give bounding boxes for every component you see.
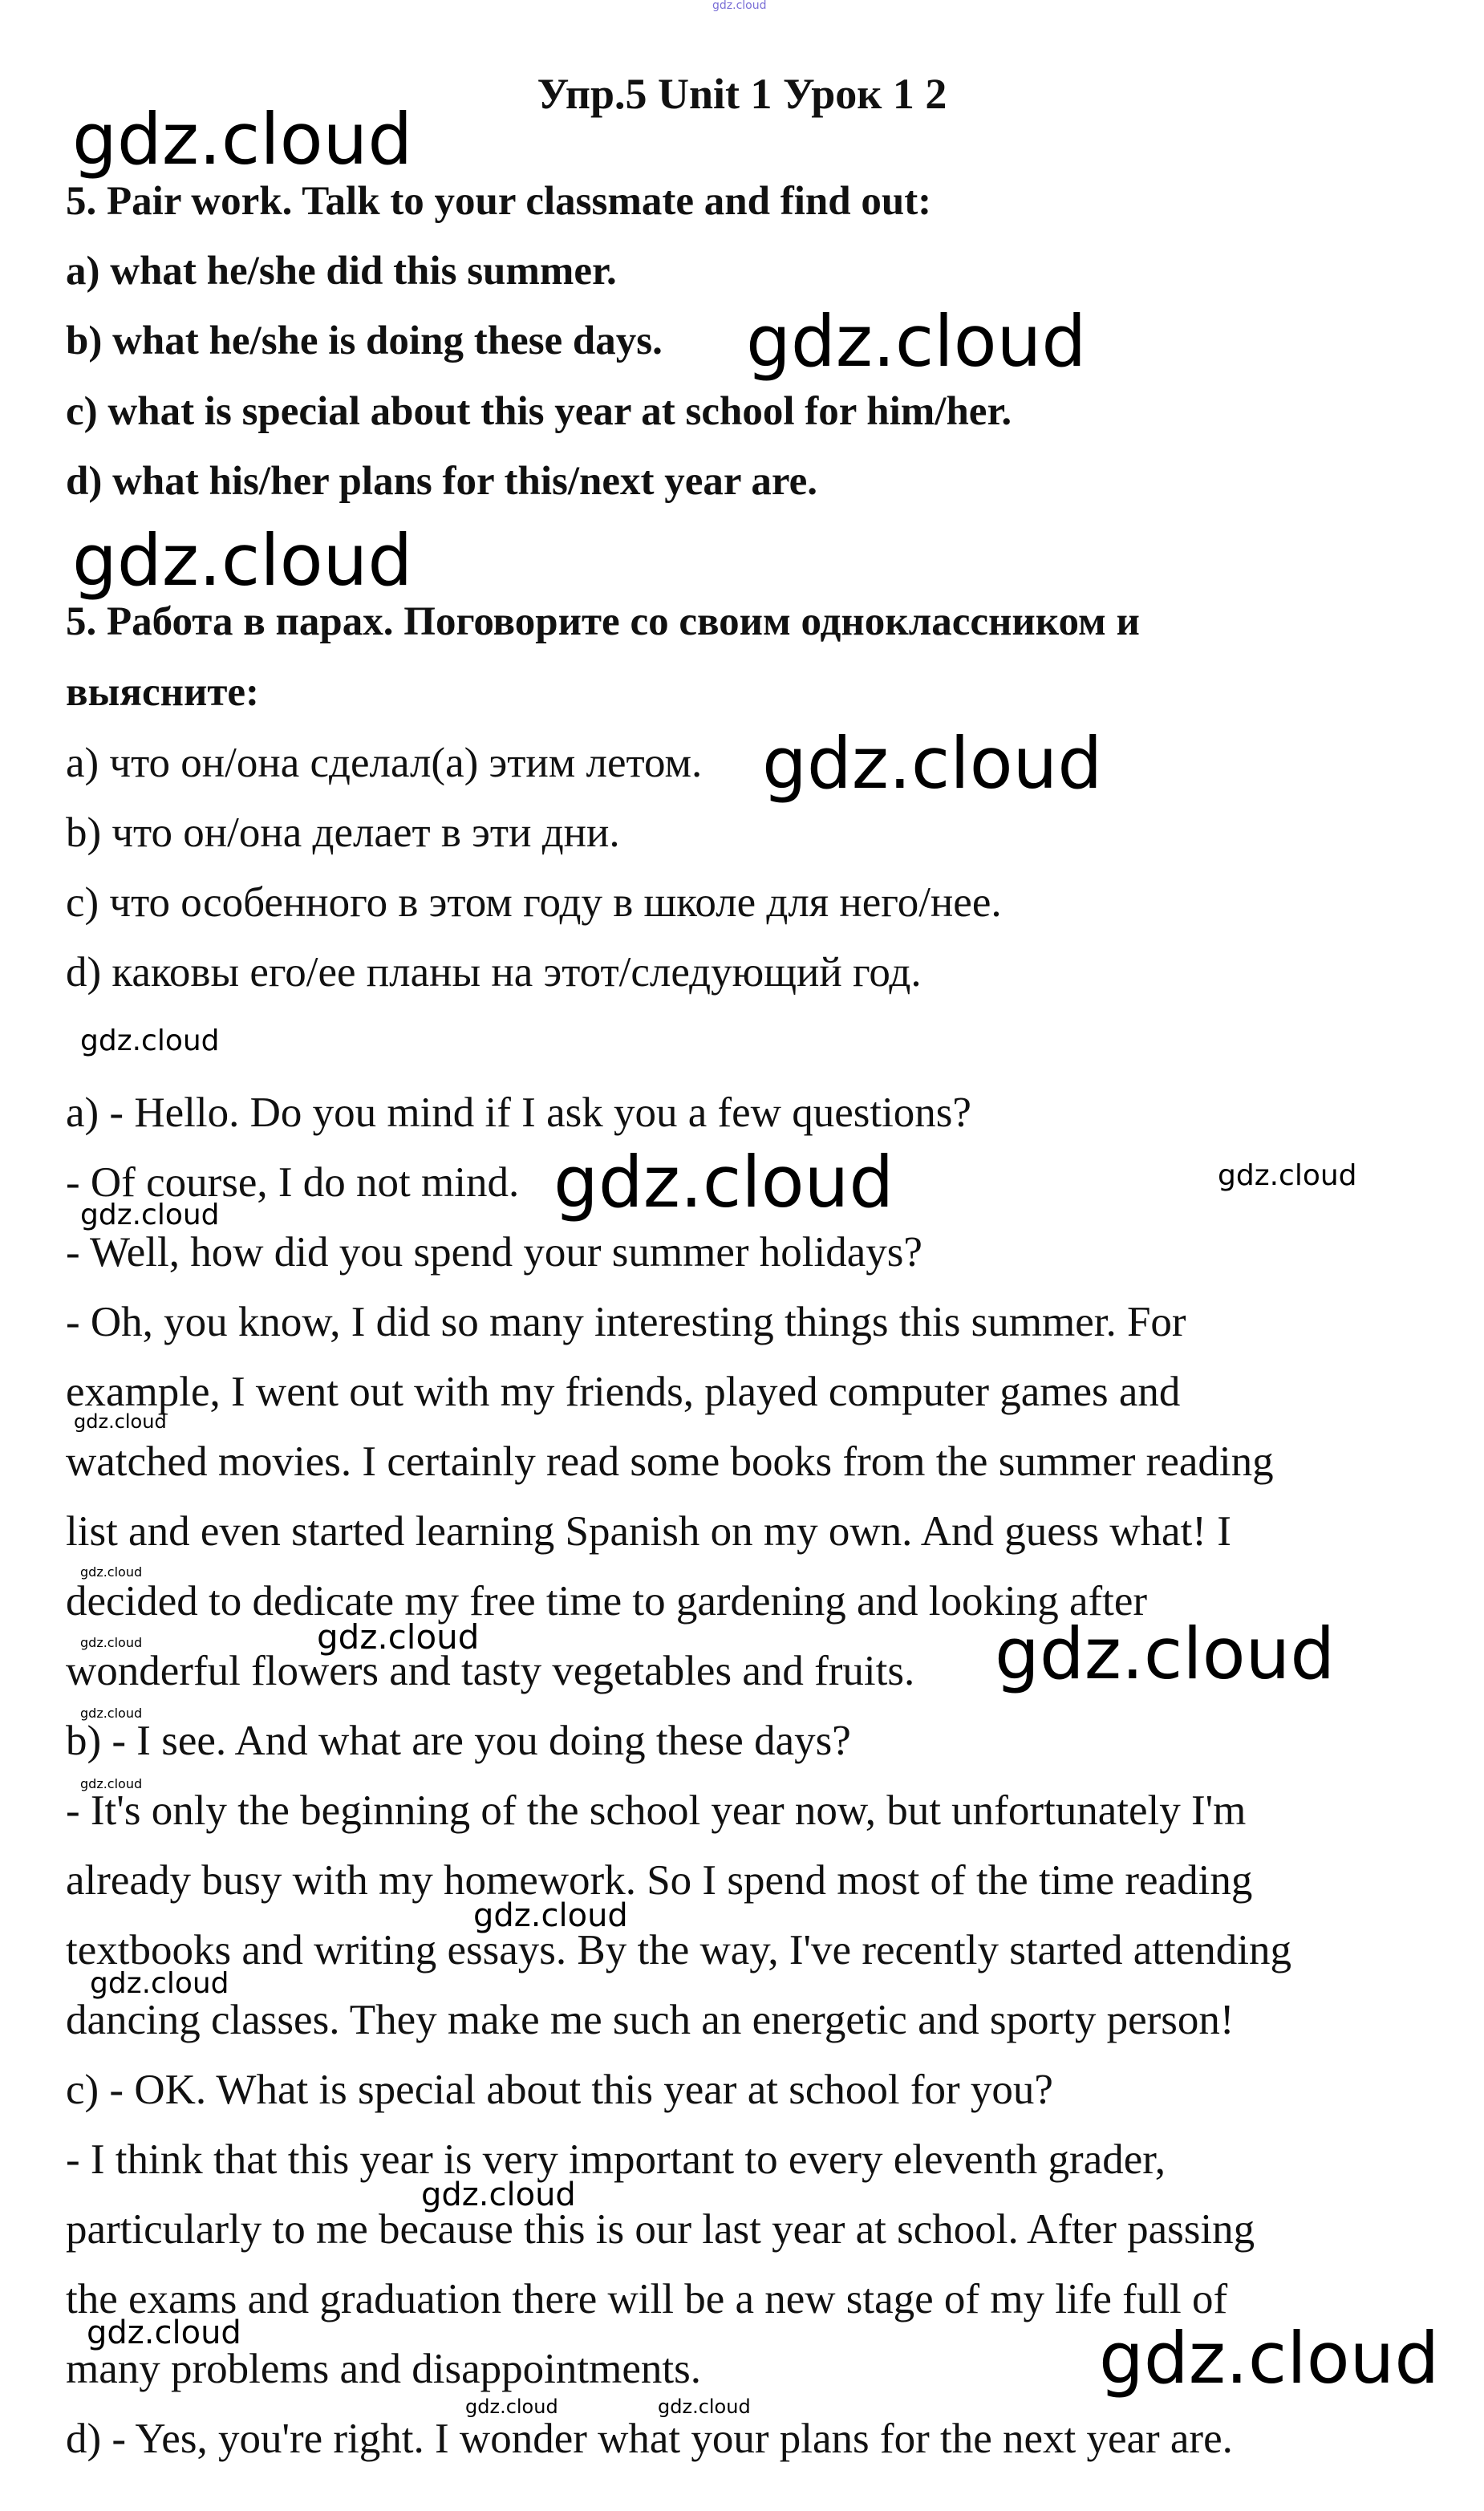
watermark: gdz.cloud	[80, 1706, 143, 1721]
dialogue-line: example, I went out with my friends, played computer games and	[66, 1369, 1181, 1415]
task-ru-item-d: d) каковы его/ее планы на этот/следующий год.	[66, 949, 922, 996]
dialogue-line: already busy with my homework. So I spend most of the time reading	[66, 1857, 1253, 1904]
watermark: gdz.cloud	[72, 98, 413, 181]
task-en-item-b: b) what he/she is doing these days.	[66, 318, 663, 363]
dialogue-line: - I think that this year is very important to every eleventh grader,	[66, 2136, 1166, 2183]
task-ru-item-b: b) что он/она делает в эти дни.	[66, 809, 620, 856]
dialogue-line: - It's only the beginning of the school year now, but unfortunately I'm	[66, 1787, 1247, 1834]
dialogue-line: decided to dedicate my free time to gardening and looking after	[66, 1578, 1148, 1625]
task-ru-item-c: c) что особенного в этом году в школе для него/нее.	[66, 879, 1002, 926]
dialogue-line: dancing classes. They make me such an energetic and sporty person!	[66, 1997, 1235, 2043]
watermark: gdz.cloud	[421, 2176, 576, 2213]
watermark: gdz.cloud	[1099, 2317, 1440, 2399]
watermark: gdz.cloud	[80, 1776, 143, 1791]
dialogue-line: particularly to me because this is our last year at school. After passing	[66, 2206, 1255, 2253]
task-en-item-c: c) what is special about this year at school for him/her.	[66, 389, 1012, 434]
dialogue-line: d) - Yes, you're right. I wonder what your plans for the next year are.	[66, 2416, 1233, 2462]
watermark: gdz.cloud	[74, 1410, 167, 1433]
watermark: gdz.cloud	[80, 1199, 220, 1231]
dialogue-line: a) - Hello. Do you mind if I ask you a few questions?	[66, 1089, 971, 1136]
watermark: gdz.cloud	[80, 1564, 143, 1580]
task-ru-item-a: a) что он/она сделал(а) этим летом.	[66, 740, 703, 786]
dialogue-line: - Well, how did you spend your summer holidays?	[66, 1229, 922, 1276]
watermark: gdz.cloud	[80, 1024, 220, 1057]
task-ru-heading-cont: выясните:	[66, 670, 260, 715]
watermark: gdz.cloud	[87, 2314, 241, 2351]
dialogue-line: wonderful flowers and tasty vegetables and fruits.	[66, 1648, 915, 1694]
watermark: gdz.cloud	[473, 1897, 628, 1934]
watermark: gdz.cloud	[746, 300, 1087, 383]
task-ru-heading: 5. Работа в парах. Поговорите со своим одноклассником и	[66, 599, 1140, 644]
dialogue-line: watched movies. I certainly read some books from the summer reading	[66, 1438, 1274, 1485]
task-en-item-d: d) what his/her plans for this/next year are.	[66, 459, 817, 504]
page-title: Упр.5 Unit 1 Урок 1 2	[537, 70, 947, 118]
watermark: gdz.cloud	[995, 1612, 1336, 1695]
task-en-item-a: a) what he/she did this summer.	[66, 249, 617, 294]
dialogue-line: - Oh, you know, I did so many interesting things this summer. For	[66, 1299, 1186, 1345]
watermark: gdz.cloud	[80, 1635, 143, 1650]
watermark: gdz.cloud	[317, 1617, 480, 1657]
dialogue-line: b) - I see. And what are you doing these days?	[66, 1718, 851, 1764]
task-en-heading: 5. Pair work. Talk to your classmate and find out:	[66, 179, 932, 224]
dialogue-line: - Of course, I do not mind.	[66, 1159, 520, 1206]
dialogue-line: list and even started learning Spanish on my own. And guess what! I	[66, 1508, 1231, 1555]
watermark: gdz.cloud	[762, 722, 1103, 805]
watermark: gdz.cloud	[72, 519, 413, 602]
dialogue-line: many problems and disappointments.	[66, 2346, 701, 2392]
header-watermark: gdz.cloud	[712, 0, 767, 12]
watermark: gdz.cloud	[553, 1141, 894, 1223]
dialogue-line: textbooks and writing essays. By the way, I've recently started attending	[66, 1927, 1291, 1974]
watermark: gdz.cloud	[90, 1967, 229, 2000]
dialogue-line: c) - OK. What is special about this year at school for you?	[66, 2067, 1053, 2113]
watermark: gdz.cloud	[1218, 1159, 1357, 1192]
watermark: gdz.cloud	[658, 2395, 751, 2418]
dialogue-line: the exams and graduation there will be a new stage of my life full of	[66, 2276, 1228, 2322]
watermark: gdz.cloud	[465, 2395, 558, 2418]
